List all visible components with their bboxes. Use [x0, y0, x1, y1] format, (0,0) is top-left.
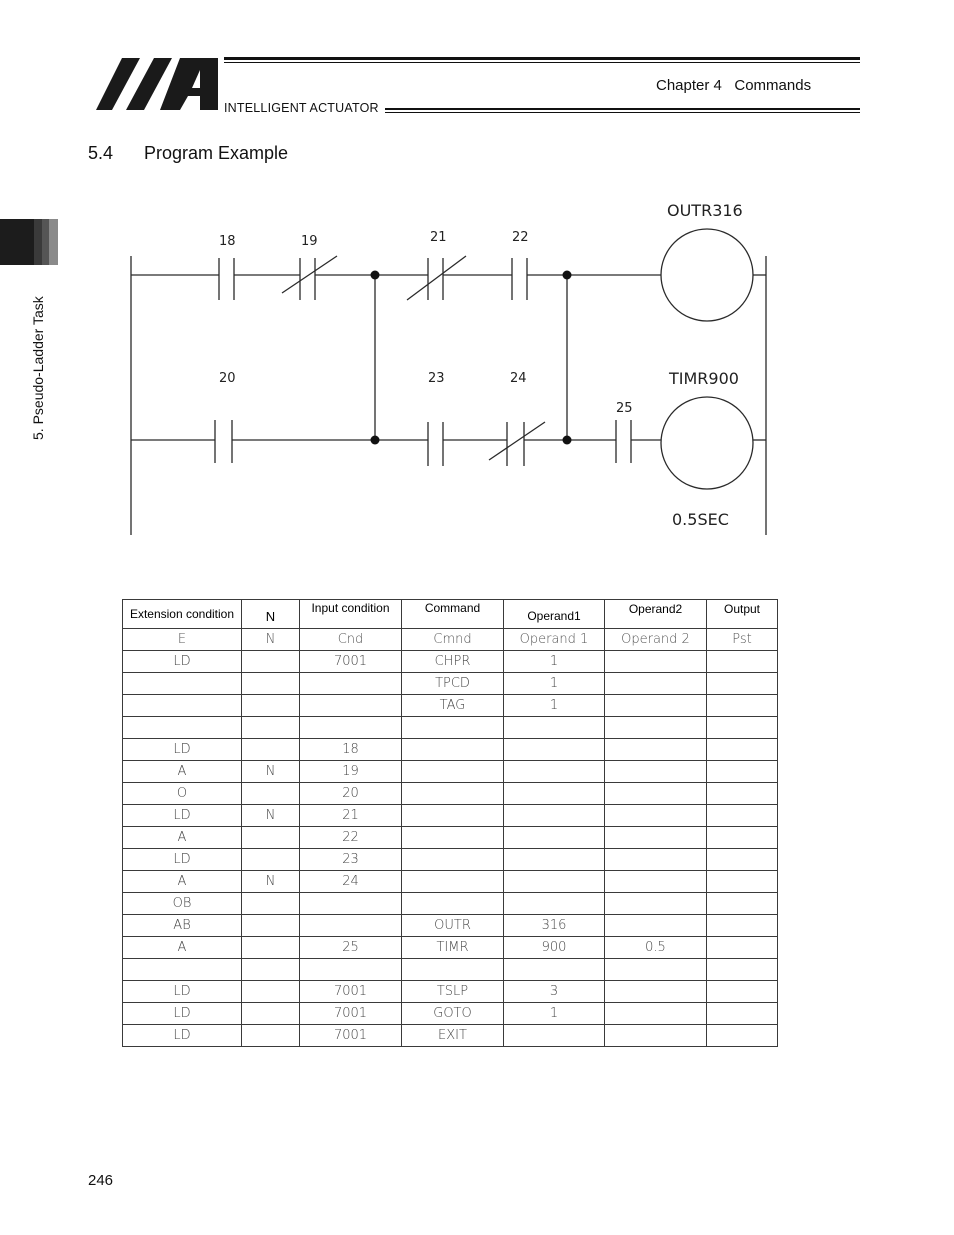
table-row — [123, 827, 778, 849]
cell-n — [242, 959, 300, 981]
cell-command — [402, 805, 504, 827]
cell-input-condition: 7001 — [300, 651, 402, 673]
cell-command — [402, 717, 504, 739]
contact-label-24: 24 — [510, 371, 527, 386]
cell-output — [707, 1003, 778, 1025]
cell-input-condition: 25 — [300, 937, 402, 959]
cell-command: OUTR — [402, 915, 504, 937]
cell-operand1 — [504, 717, 605, 739]
cell-operand1 — [504, 805, 605, 827]
cell-operand1: 900 — [504, 937, 605, 959]
cell-input-condition: 21 — [300, 805, 402, 827]
cell-input-condition: 19 — [300, 761, 402, 783]
cell-extension-condition: OB — [123, 893, 242, 915]
cell-input-condition: 7001 — [300, 1025, 402, 1047]
cell-output — [707, 959, 778, 981]
cell-operand1 — [504, 893, 605, 915]
cell-output — [707, 651, 778, 673]
cell-extension-condition: AB — [123, 915, 242, 937]
cell-operand1: 316 — [504, 915, 605, 937]
cell-operand2 — [605, 893, 707, 915]
cell-operand2 — [605, 959, 707, 981]
cell-operand2 — [605, 871, 707, 893]
cell-command — [402, 761, 504, 783]
cell-input-condition: 7001 — [300, 1003, 402, 1025]
cell-operand1 — [504, 739, 605, 761]
cell-input-condition: 18 — [300, 739, 402, 761]
cell-operand2: 0.5 — [605, 937, 707, 959]
command-table — [122, 599, 778, 1047]
table-row — [123, 893, 778, 915]
contact-label-20: 20 — [219, 371, 236, 386]
cell-operand2 — [605, 739, 707, 761]
cell-operand1 — [504, 849, 605, 871]
cell-input-condition — [300, 915, 402, 937]
header-operand2: Operand2 — [605, 600, 707, 629]
cell-operand1 — [504, 783, 605, 805]
chapter-title: Chapter 4 Commands — [656, 77, 812, 94]
cell-command — [402, 871, 504, 893]
table-row — [123, 915, 778, 937]
table-row — [123, 673, 778, 695]
contact-label-18: 18 — [219, 234, 236, 249]
cell-output — [707, 893, 778, 915]
cell-command: Cmnd — [402, 629, 504, 651]
cell-extension-condition — [123, 673, 242, 695]
cell-extension-condition: A — [123, 827, 242, 849]
cell-extension-condition: LD — [123, 805, 242, 827]
cell-input-condition — [300, 893, 402, 915]
cell-n — [242, 915, 300, 937]
cell-n — [242, 849, 300, 871]
cell-output — [707, 695, 778, 717]
section-title: Program Example — [144, 143, 289, 163]
ladder-diagram — [0, 0, 954, 560]
table-row — [123, 805, 778, 827]
cell-extension-condition: LD — [123, 651, 242, 673]
cell-output — [707, 739, 778, 761]
cell-extension-condition: A — [123, 761, 242, 783]
cell-command: CHPR — [402, 651, 504, 673]
header-input-condition: Input condition — [300, 600, 402, 629]
cell-extension-condition: LD — [123, 739, 242, 761]
header-output: Output — [707, 600, 778, 629]
table-row — [123, 695, 778, 717]
cell-operand2 — [605, 783, 707, 805]
table-row — [123, 937, 778, 959]
cell-operand1 — [504, 761, 605, 783]
cell-operand1: 1 — [504, 1003, 605, 1025]
table-row — [123, 1003, 778, 1025]
cell-n — [242, 673, 300, 695]
cell-command — [402, 849, 504, 871]
contact-label-19: 19 — [301, 234, 318, 249]
table-row — [123, 871, 778, 893]
coil-label-outr: OUTR316 — [667, 201, 743, 220]
cell-command: TSLP — [402, 981, 504, 1003]
cell-output: Pst — [707, 629, 778, 651]
cell-extension-condition: LD — [123, 1003, 242, 1025]
cell-command — [402, 893, 504, 915]
header-operand1: Operand1 — [504, 600, 605, 629]
cell-n — [242, 937, 300, 959]
company-name: INTELLIGENT ACTUATOR — [224, 101, 379, 115]
cell-command: EXIT — [402, 1025, 504, 1047]
cell-output — [707, 937, 778, 959]
cell-n: N — [242, 805, 300, 827]
cell-operand2: Operand 2 — [605, 629, 707, 651]
cell-command — [402, 827, 504, 849]
cell-operand1 — [504, 1025, 605, 1047]
cell-output — [707, 673, 778, 695]
cell-command: TAG — [402, 695, 504, 717]
header-command: Command — [402, 600, 504, 629]
header-extension-condition: Extension condition — [123, 600, 242, 629]
cell-command — [402, 739, 504, 761]
page-number: 246 — [88, 1172, 114, 1189]
cell-n — [242, 717, 300, 739]
cell-extension-condition — [123, 717, 242, 739]
table-row — [123, 739, 778, 761]
table-header-row — [123, 600, 778, 629]
header-n: N — [242, 600, 300, 629]
cell-operand1: 1 — [504, 695, 605, 717]
table-row — [123, 981, 778, 1003]
cell-output — [707, 717, 778, 739]
contact-label-25: 25 — [616, 401, 633, 416]
cell-n — [242, 695, 300, 717]
cell-extension-condition: A — [123, 871, 242, 893]
cell-output — [707, 1025, 778, 1047]
cell-operand2 — [605, 717, 707, 739]
cell-input-condition: Cnd — [300, 629, 402, 651]
section-number: 5.4 — [88, 143, 114, 163]
table-row — [123, 783, 778, 805]
table-row — [123, 717, 778, 739]
table-row — [123, 761, 778, 783]
cell-operand2 — [605, 849, 707, 871]
cell-operand2 — [605, 805, 707, 827]
contact-label-23: 23 — [428, 371, 445, 386]
cell-command: TPCD — [402, 673, 504, 695]
table-row — [123, 651, 778, 673]
cell-n — [242, 651, 300, 673]
cell-operand2 — [605, 827, 707, 849]
coil-label-timr: TIMR900 — [669, 369, 739, 388]
cell-operand2 — [605, 1003, 707, 1025]
cell-input-condition — [300, 717, 402, 739]
cell-n — [242, 1025, 300, 1047]
cell-n: N — [242, 871, 300, 893]
cell-output — [707, 827, 778, 849]
cell-input-condition — [300, 695, 402, 717]
cell-n — [242, 981, 300, 1003]
cell-output — [707, 761, 778, 783]
cell-extension-condition: LD — [123, 981, 242, 1003]
cell-input-condition — [300, 959, 402, 981]
table-row — [123, 849, 778, 871]
cell-operand2 — [605, 695, 707, 717]
cell-extension-condition — [123, 959, 242, 981]
timer-value-label: 0.5SEC — [672, 510, 729, 529]
table-row — [123, 629, 778, 651]
cell-output — [707, 805, 778, 827]
cell-operand1 — [504, 827, 605, 849]
cell-n — [242, 739, 300, 761]
cell-n — [242, 827, 300, 849]
cell-input-condition: 22 — [300, 827, 402, 849]
cell-extension-condition: LD — [123, 849, 242, 871]
cell-extension-condition — [123, 695, 242, 717]
cell-operand2 — [605, 981, 707, 1003]
cell-n — [242, 1003, 300, 1025]
cell-n: N — [242, 629, 300, 651]
sidebar-chapter-label: 5. Pseudo-Ladder Task — [30, 296, 46, 440]
cell-output — [707, 849, 778, 871]
cell-operand1: 1 — [504, 673, 605, 695]
contact-label-21: 21 — [430, 230, 447, 245]
cell-input-condition: 7001 — [300, 981, 402, 1003]
cell-operand2 — [605, 1025, 707, 1047]
cell-output — [707, 981, 778, 1003]
cell-operand1: Operand 1 — [504, 629, 605, 651]
cell-operand2 — [605, 651, 707, 673]
cell-output — [707, 915, 778, 937]
cell-command — [402, 783, 504, 805]
contact-label-22: 22 — [512, 230, 529, 245]
cell-extension-condition: E — [123, 629, 242, 651]
cell-operand1: 3 — [504, 981, 605, 1003]
table-row — [123, 959, 778, 981]
cell-operand1 — [504, 871, 605, 893]
cell-extension-condition: A — [123, 937, 242, 959]
cell-n — [242, 893, 300, 915]
cell-extension-condition: O — [123, 783, 242, 805]
cell-output — [707, 871, 778, 893]
cell-extension-condition: LD — [123, 1025, 242, 1047]
cell-operand2 — [605, 915, 707, 937]
cell-n — [242, 783, 300, 805]
cell-input-condition: 23 — [300, 849, 402, 871]
cell-operand2 — [605, 673, 707, 695]
cell-input-condition — [300, 673, 402, 695]
cell-output — [707, 783, 778, 805]
cell-input-condition: 20 — [300, 783, 402, 805]
cell-operand1: 1 — [504, 651, 605, 673]
cell-input-condition: 24 — [300, 871, 402, 893]
cell-operand1 — [504, 959, 605, 981]
cell-command — [402, 959, 504, 981]
cell-command: TIMR — [402, 937, 504, 959]
table-row — [123, 1025, 778, 1047]
cell-operand2 — [605, 761, 707, 783]
cell-n: N — [242, 761, 300, 783]
cell-command: GOTO — [402, 1003, 504, 1025]
